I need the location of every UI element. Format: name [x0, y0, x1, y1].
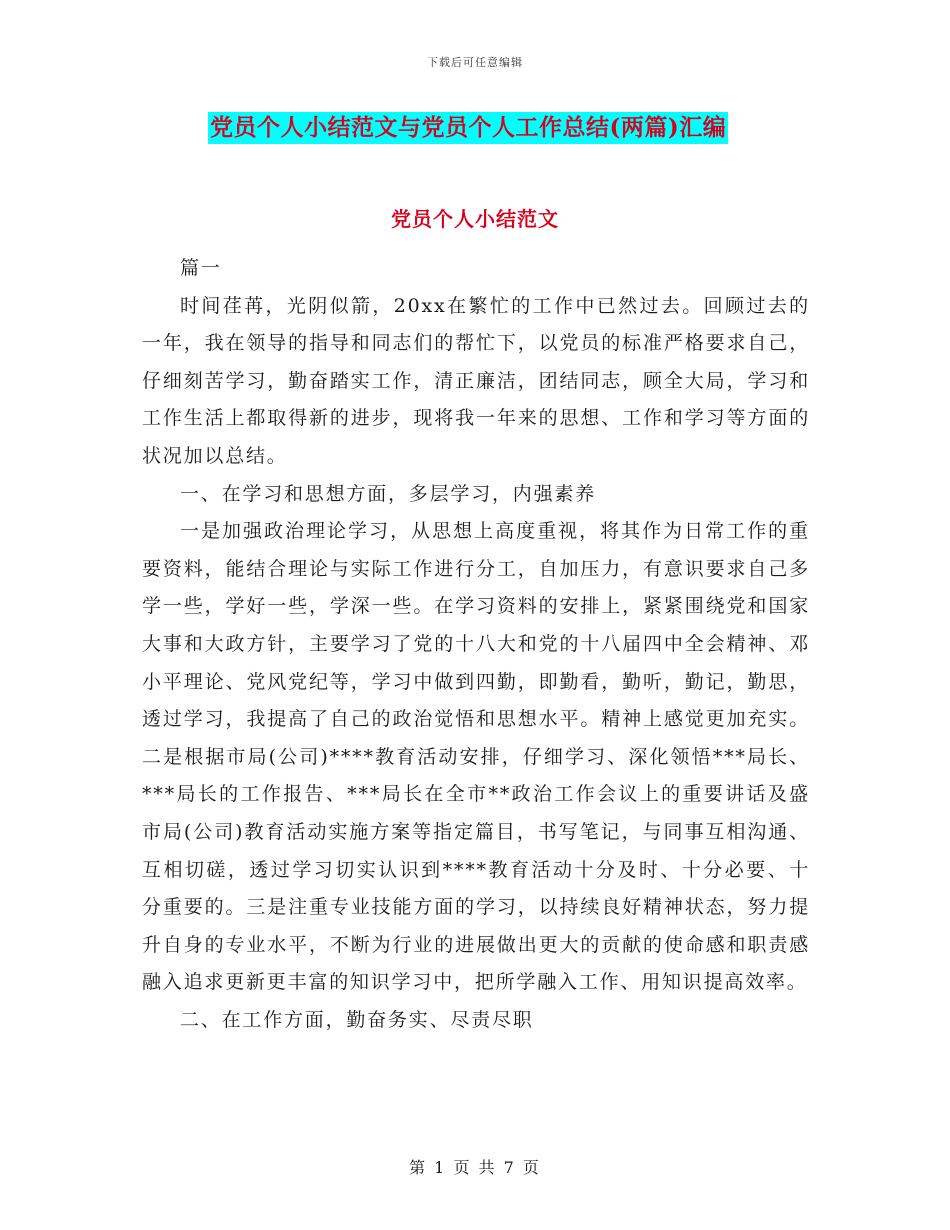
- paragraph-intro: 时间荏苒，光阴似箭，20xx在繁忙的工作中已然过去。回顾过去的一年，我在领导的指导和同志们的帮忙下，以党员的标准严格要求自己，仔细刻苦学习，勤奋踏实工作，清正廉洁，团结同志，顾全大局，学习和工作生活上都取得新的进步，现将我一年来的思想、工作和学习等方面的状况加以总结。: [142, 294, 810, 467]
- page-footer: 第 1 页 共 7 页: [409, 1158, 541, 1177]
- paragraph-heading-one: 一、在学习和思想方面，多层学习，内强素养: [180, 482, 597, 505]
- header-note: 下载后可任意编辑: [427, 56, 523, 69]
- paragraph-heading-two: 二、在工作方面，勤奋务实、尽责尽职: [180, 1008, 534, 1031]
- paragraph-study: 一是加强政治理论学习，从思想上高度重视，将其作为日常工作的重要资料，能结合理论与实际工作进行分工，自加压力，有意识要求自己多学一些，学好一些，学深一些。在学习资料的安排上，紧紧围绕党和国家大事和大政方针，主要学习了党的十八大和党的十八届四中全会精神、邓小平理论、党风党纪等，学习中做到四勤，即勤看，勤听，勤记，勤思，透过学习，我提高了自己的政治觉悟和思想水平。精神上感觉更加充实。二是根据市局(公司)****教育活动安排，仔细学习、深化领悟***局长、***局长的工作报告、***局长在全市**政治工作会议上的重要讲话及盛市局(公司)教育活动实施方案等指定篇目，书写笔记，与同事互相沟通、互相切磋，透过学习切实认识到****教育活动十分及时、十分必要、十分重要的。三是注重专业技能方面的学习，以持续良好精神状态，努力提升自身的专业水平，不断为行业的进展做出更大的贡献的使命感和职责感融入追求更新更丰富的知识学习中，把所学融入工作、用知识提高效率。: [142, 520, 810, 994]
- section-title: 党员个人小结范文: [391, 207, 559, 231]
- document-title: 党员个人小结范文与党员个人工作总结(两篇)汇编: [208, 112, 728, 144]
- paragraph-chapter-label: 篇一: [180, 257, 222, 279]
- document-body: [142, 250, 810, 1039]
